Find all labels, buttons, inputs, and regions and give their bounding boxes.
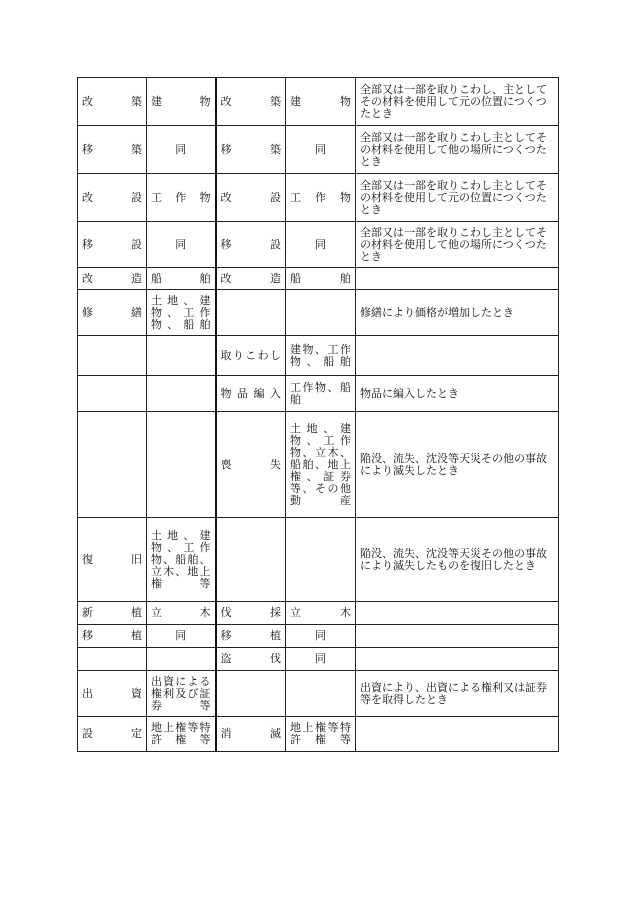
increase-target-cell: 出資による権利及び証券等 xyxy=(147,671,216,717)
note-cell xyxy=(356,717,559,752)
decrease-reason-cell: 物品編入 xyxy=(216,376,286,412)
decrease-reason-cell: 改 造 xyxy=(216,268,286,290)
table-row xyxy=(78,268,559,290)
table-row xyxy=(78,602,559,625)
decrease-target-cell: 同 xyxy=(286,222,356,268)
increase-reason-cell: 移 築 xyxy=(78,126,147,174)
decrease-target-cell: 建物、工作物、船舶 xyxy=(286,336,356,376)
increase-reason-cell: 移 設 xyxy=(78,222,147,268)
note-cell xyxy=(356,625,559,648)
decrease-target-cell: 工作物、船舶 xyxy=(286,376,356,412)
note-cell xyxy=(356,602,559,625)
decrease-reason-cell: 喪 失 xyxy=(216,412,286,518)
increase-target-cell: 地上権等特許権等 xyxy=(147,717,216,752)
decrease-target-cell: 同 xyxy=(286,625,356,648)
increase-target-cell: 土地、建物、工作物、船舶、立木、地上権等 xyxy=(147,518,216,602)
note-cell: 全部又は一部を取りこわし、主としてその材料を使用して元の位置につくつたとき xyxy=(356,78,559,126)
note-cell: 修繕により価格が増加したとき xyxy=(356,290,559,336)
note-cell xyxy=(356,336,559,376)
decrease-reason-cell: 盗 伐 xyxy=(216,648,286,671)
table-row xyxy=(78,625,559,648)
decrease-reason-cell xyxy=(216,518,286,602)
increase-reason-cell: 設 定 xyxy=(78,717,147,752)
increase-target-cell xyxy=(147,412,216,518)
increase-target-cell xyxy=(147,336,216,376)
decrease-target-cell xyxy=(286,290,356,336)
increase-reason-cell: 改 設 xyxy=(78,174,147,222)
increase-reason-cell xyxy=(78,336,147,376)
note-cell: 陥没、流失、沈没等天災その他の事故により滅失したものを復旧したとき xyxy=(356,518,559,602)
decrease-reason-cell: 改 築 xyxy=(216,78,286,126)
note-cell: 全部又は一部を取りこわし主としてその材料を使用して元の位置につくつたとき xyxy=(356,174,559,222)
decrease-target-cell: 工 作 物 xyxy=(286,174,356,222)
decrease-target-cell: 地上権等特許権等 xyxy=(286,717,356,752)
increase-target-cell xyxy=(147,648,216,671)
decrease-reason-cell xyxy=(216,671,286,717)
increase-target-cell: 同 xyxy=(147,222,216,268)
document-page xyxy=(77,77,559,752)
increase-target-cell: 工 作 物 xyxy=(147,174,216,222)
increase-target-cell: 同 xyxy=(147,126,216,174)
increase-reason-cell: 新 植 xyxy=(78,602,147,625)
increase-target-cell: 同 xyxy=(147,625,216,648)
increase-target-cell: 土地、建物、工作物、船舶 xyxy=(147,290,216,336)
table-row xyxy=(78,412,559,518)
note-cell: 物品に編入したとき xyxy=(356,376,559,412)
decrease-target-cell: 同 xyxy=(286,648,356,671)
decrease-target-cell: 建 物 xyxy=(286,78,356,126)
increase-reason-cell: 改 造 xyxy=(78,268,147,290)
table-row xyxy=(78,222,559,268)
table-row xyxy=(78,174,559,222)
decrease-reason-cell xyxy=(216,290,286,336)
table-row xyxy=(78,126,559,174)
increase-reason-cell: 出 資 xyxy=(78,671,147,717)
decrease-target-cell: 同 xyxy=(286,126,356,174)
increase-reason-cell: 修 繕 xyxy=(78,290,147,336)
increase-reason-cell xyxy=(78,648,147,671)
increase-reason-cell: 改 築 xyxy=(78,78,147,126)
note-cell xyxy=(356,648,559,671)
property-change-table xyxy=(77,77,559,752)
increase-target-cell: 建 物 xyxy=(147,78,216,126)
table-row xyxy=(78,376,559,412)
table-row xyxy=(78,518,559,602)
note-cell: 出資により、出資による権利又は証券等を取得したとき xyxy=(356,671,559,717)
increase-target-cell: 船 舶 xyxy=(147,268,216,290)
increase-reason-cell xyxy=(78,412,147,518)
decrease-reason-cell: 取りこわし xyxy=(216,336,286,376)
table-row xyxy=(78,336,559,376)
decrease-reason-cell: 移 植 xyxy=(216,625,286,648)
decrease-target-cell: 船 舶 xyxy=(286,268,356,290)
table-row xyxy=(78,648,559,671)
note-cell: 全部又は一部を取りこわし主としてその材料を使用して他の場所につくつたとき xyxy=(356,222,559,268)
note-cell xyxy=(356,268,559,290)
table-row xyxy=(78,717,559,752)
increase-reason-cell: 移 植 xyxy=(78,625,147,648)
decrease-target-cell: 土地、建物、工作物、立木、船舶、地上権、証券等、その他動産 xyxy=(286,412,356,518)
note-cell: 全部又は一部を取りこわし主としてその材料を使用して他の場所につくつたとき xyxy=(356,126,559,174)
increase-reason-cell xyxy=(78,376,147,412)
table-row xyxy=(78,290,559,336)
increase-target-cell: 立 木 xyxy=(147,602,216,625)
decrease-target-cell xyxy=(286,518,356,602)
increase-reason-cell: 復 旧 xyxy=(78,518,147,602)
note-cell: 陥没、流失、沈没等天災その他の事故により滅失したとき xyxy=(356,412,559,518)
table-row xyxy=(78,671,559,717)
increase-target-cell xyxy=(147,376,216,412)
decrease-reason-cell: 消 滅 xyxy=(216,717,286,752)
decrease-target-cell xyxy=(286,671,356,717)
table-row xyxy=(78,78,559,126)
decrease-reason-cell: 改 設 xyxy=(216,174,286,222)
decrease-reason-cell: 移 築 xyxy=(216,126,286,174)
decrease-target-cell: 立 木 xyxy=(286,602,356,625)
decrease-reason-cell: 伐 採 xyxy=(216,602,286,625)
decrease-reason-cell: 移 設 xyxy=(216,222,286,268)
